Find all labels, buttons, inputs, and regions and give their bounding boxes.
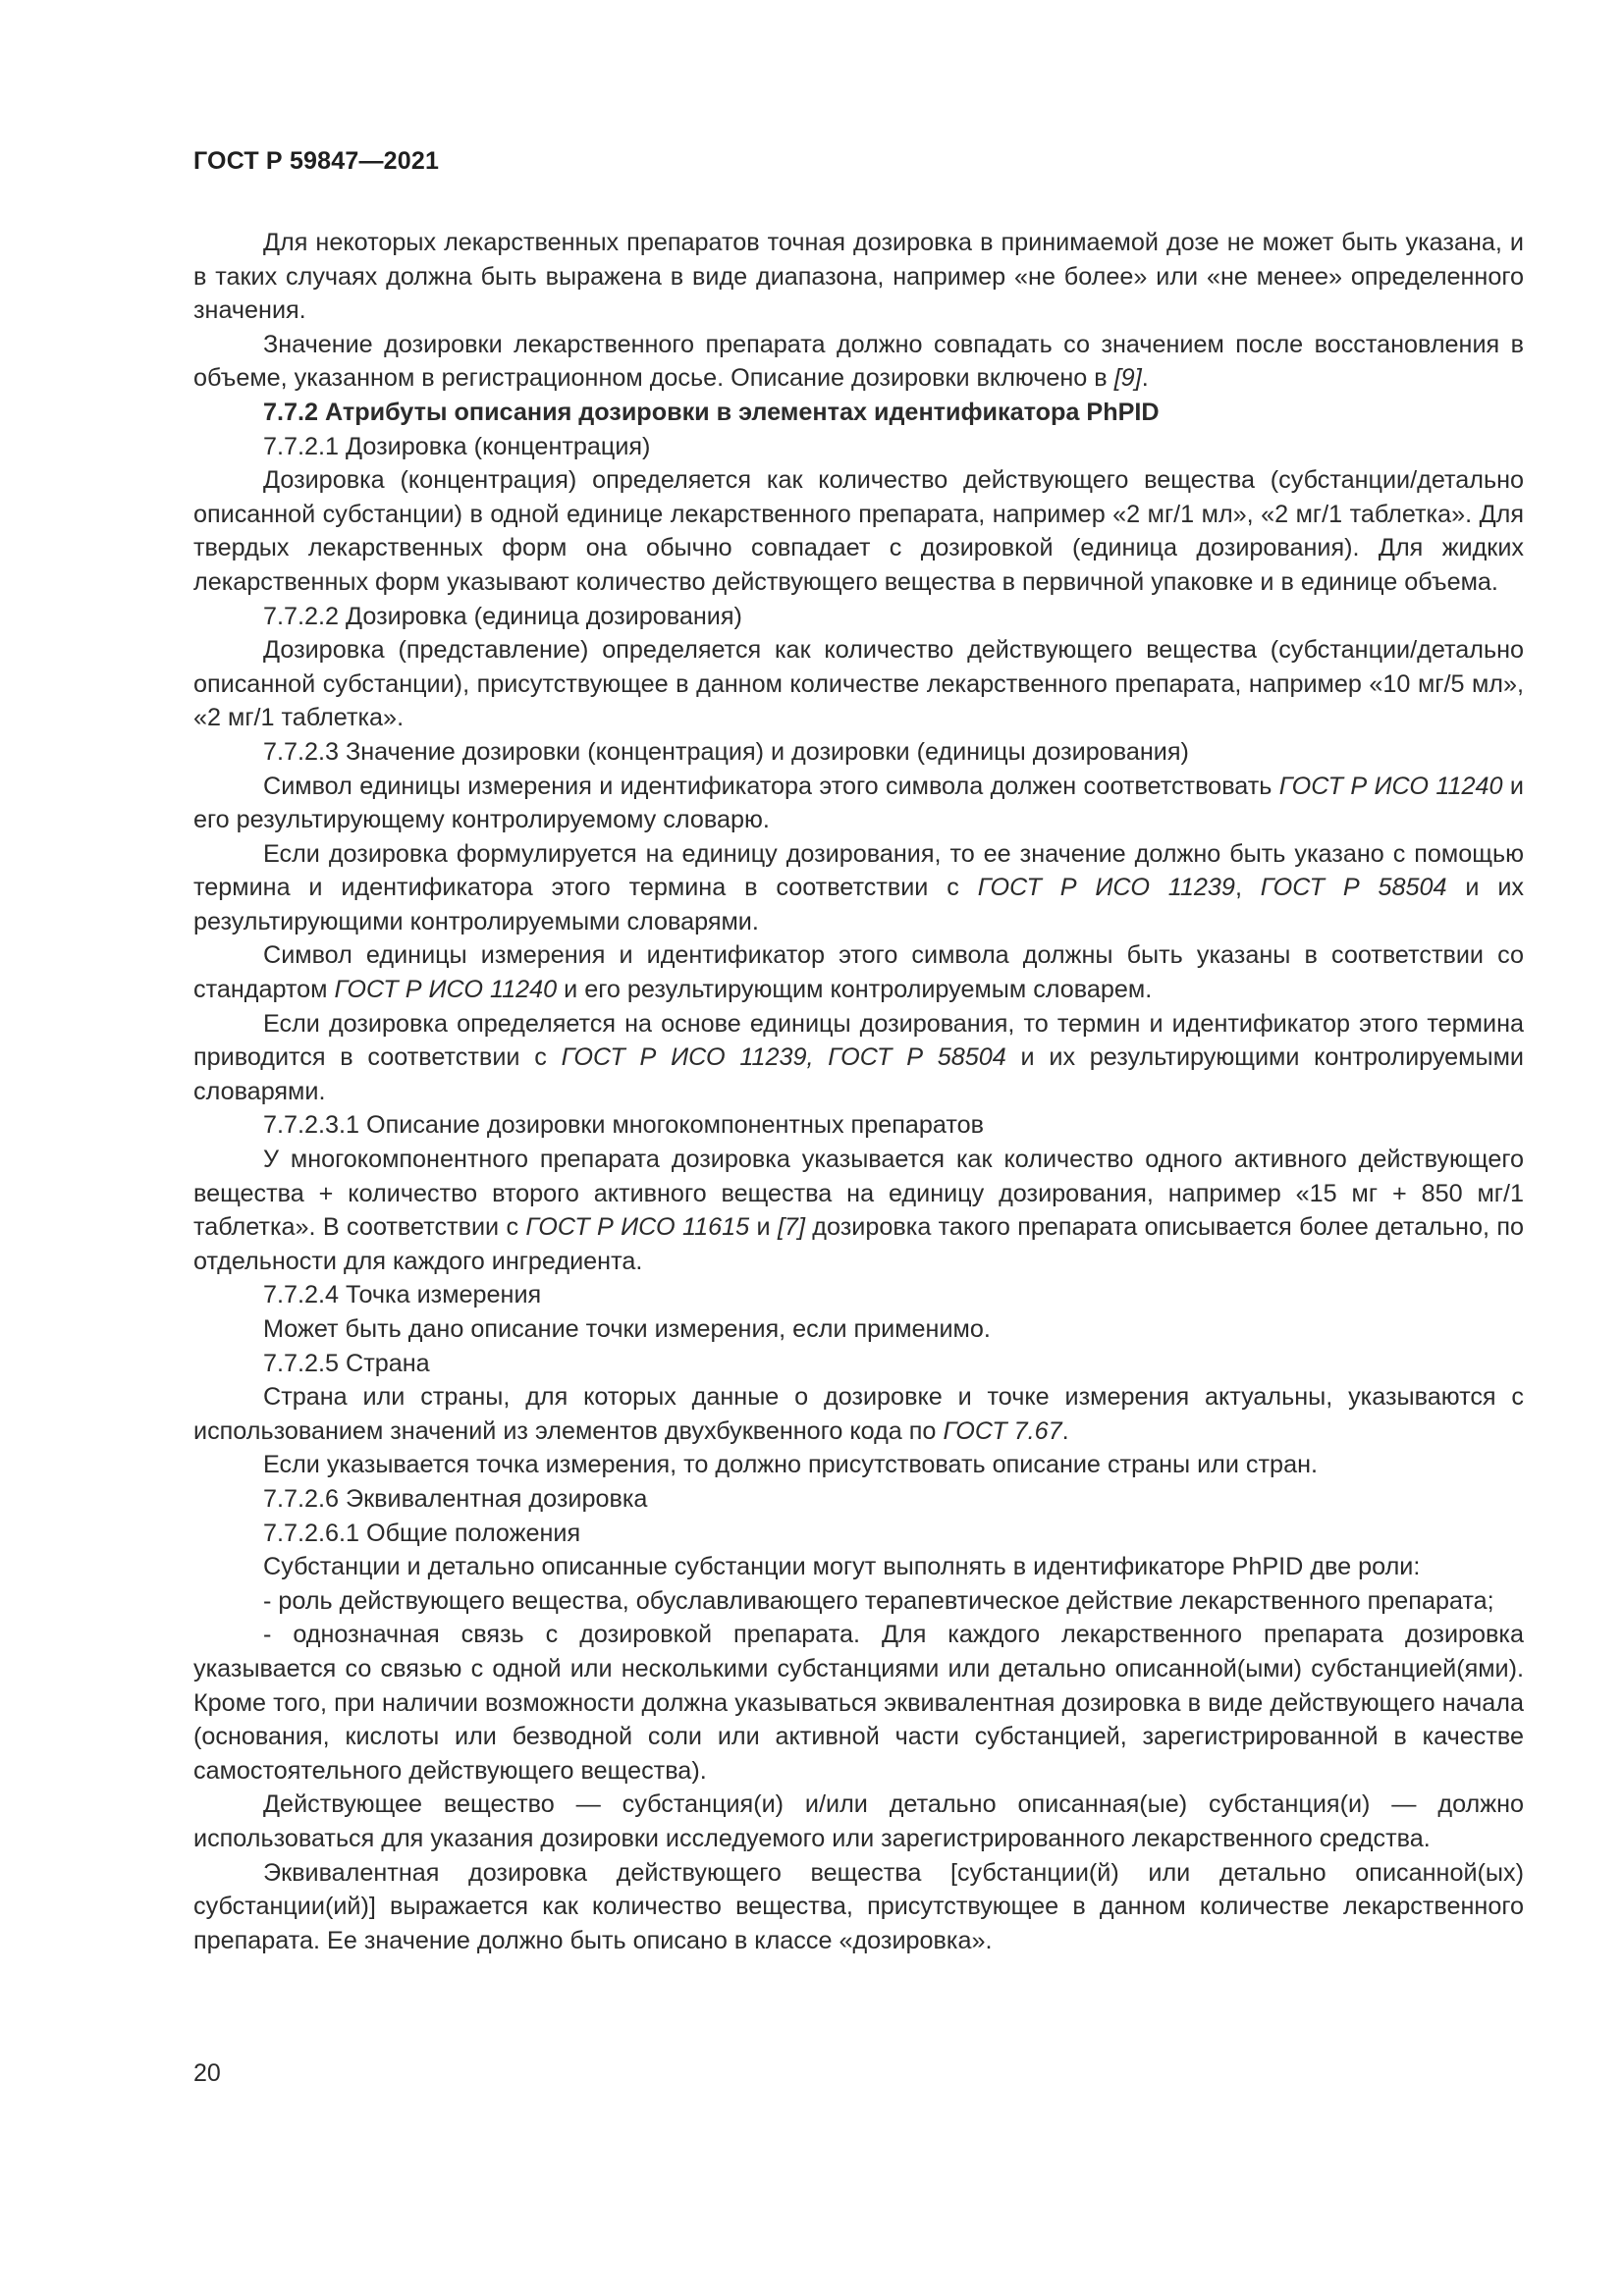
list-item: - однозначная связь с дозировкой препарата. Для каждого лекарственного препарата дозировка указывается со связью с одной или несколькими субстанциями или детально описанной(ыми) субстанцией(ями). Кроме того, при наличии возможности должна указываться эквивалентная дозировка в виде действующего начала (основания, кислоты или безводной соли или активной части субстанцией, зарегистрированной в качестве самостоятельного действующего вещества). — [193, 1621, 1524, 1785]
standard-reference: ГОСТ Р ИСО 11240 — [1278, 772, 1503, 800]
subsection-title: 7.7.2.1 Дозировка (концентрация) — [263, 432, 651, 460]
body-paragraph: Эквивалентная дозировка действующего вещества [субстанции(й) или детально описанной(ых) субстанции(ий)] выражается как количество вещества, присутствующее в данном количестве лекарственного препарата. Ее значение должно быть описано в классе «дозировка». — [193, 1858, 1524, 1954]
document-header: ГОСТ Р 59847—2021 — [193, 147, 440, 175]
body-paragraph: Дозировка (концентрация) определяется как количество действующего вещества (субстанции/детально описанной субстанции) в одной единице лекарственного препарата, например «2 мг/1 мл», «2 мг/1 таблетка». Для твердых лекарственных форм она обычно совпадает с дозировкой (единица дозирования). Для жидких лекарственных форм указывают количество действующего вещества в первичной упаковке и в единице объема. — [193, 466, 1524, 596]
subsection-title: 7.7.2.6 Эквивалентная дозировка — [263, 1484, 648, 1513]
reference-citation: [7] — [777, 1213, 805, 1242]
standard-reference: ГОСТ Р ИСО 11239 — [977, 874, 1235, 902]
body-paragraph: Может быть дано описание точки измерения, если применимо. — [263, 1315, 991, 1343]
standard-reference: ГОСТ 7.67 — [943, 1416, 1062, 1445]
standard-reference: ГОСТ Р ИСО 11239, ГОСТ Р 58504 — [561, 1043, 1006, 1072]
subsection-title: 7.7.2.4 Точка измерения — [263, 1281, 542, 1309]
body-paragraph: Символ единицы измерения и идентификатор этого символа должны быть указаны в соответствии со стандартом ГОСТ Р ИСО 11240 и его результирующим контролируемым словарем. — [193, 941, 1524, 1004]
body-paragraph: Символ единицы измерения и идентификатора этого символа должен соответствовать ГОСТ Р ИСО 11240 и его результирующему контролируемому словарю. — [193, 772, 1524, 834]
body-paragraph: Если указывается точка измерения, то должно присутствовать описание страны или стран. — [263, 1451, 1318, 1479]
list-item: - роль действующего вещества, обуславливающего терапевтическое действие лекарственного препарата; — [263, 1586, 1494, 1615]
subsection-title: 7.7.2.2 Дозировка (единица дозирования) — [263, 602, 742, 630]
page-number: 20 — [193, 2059, 221, 2087]
subsection-title: 7.7.2.6.1 Общие положения — [263, 1519, 581, 1547]
standard-reference: ГОСТ Р ИСО 11615 — [525, 1213, 750, 1242]
subsection-title: 7.7.2.3 Значение дозировки (концентрация) и дозировки (единицы дозирования) — [263, 737, 1189, 766]
standard-reference: ГОСТ Р ИСО 11240 — [334, 976, 558, 1004]
subsection-title: 7.7.2.5 Страна — [263, 1349, 430, 1377]
body-paragraph: У многокомпонентного препарата дозировка указывается как количество одного активного действующего вещества + количество второго активного вещества на единицу дозирования, например «15 мг + 850 мг/1 таблетка». В соответствии с ГОСТ Р ИСО 11615 и [7] дозировка такого препарата описывается более детально, по отдельности для каждого ингредиента. — [193, 1146, 1524, 1275]
body-paragraph: Страна или страны, для которых данные о дозировке и точке измерения актуальны, указываются с использованием значений из элементов двухбуквенного кода по ГОСТ 7.67. — [193, 1383, 1524, 1445]
standard-reference: ГОСТ Р 58504 — [1260, 874, 1447, 902]
body-paragraph: Действующее вещество — субстанция(и) и/или детально описанная(ые) субстанция(и) — должно использоваться для указания дозировки исследуемого или зарегистрированного лекарственного средства. — [193, 1790, 1524, 1852]
subsection-title: 7.7.2.3.1 Описание дозировки многокомпонентных препаратов — [263, 1111, 984, 1140]
body-paragraph: Если дозировка формулируется на единицу дозирования, то ее значение должно быть указано с помощью термина и идентификатора этого термина в соответствии с ГОСТ Р ИСО 11239, ГОСТ Р 58504 и их результирующими контролируемыми словарями. — [193, 839, 1524, 935]
document-body — [193, 226, 1524, 1957]
reference-citation: [9] — [1113, 364, 1142, 393]
body-paragraph: Значение дозировки лекарственного препарата должно совпадать со значением после восстановления в объеме, указанном в регистрационном досье. Описание дозировки включено в [9]. — [193, 330, 1524, 393]
section-heading: 7.7.2 Атрибуты описания дозировки в элементах идентификатора PhPID — [263, 398, 1160, 426]
body-paragraph: Дозировка (представление) определяется как количество действующего вещества (субстанции/детально описанной субстанции), присутствующее в данном количестве лекарственного препарата, например «10 мг/5 мл», «2 мг/1 таблетка». — [193, 636, 1524, 732]
body-paragraph: Если дозировка определяется на основе единицы дозирования, то термин и идентификатор этого термина приводится в соответствии с ГОСТ Р ИСО 11239, ГОСТ Р 58504 и их результирующими контролируемыми словарями. — [193, 1009, 1524, 1105]
body-paragraph: Субстанции и детально описанные субстанции могут выполнять в идентификаторе PhPID две роли: — [263, 1553, 1421, 1581]
body-paragraph: Для некоторых лекарственных препаратов точная дозировка в принимаемой дозе не может быть указана, и в таких случаях должна быть выражена в виде диапазона, например «не более» или «не менее» определенного значения. — [193, 229, 1524, 325]
